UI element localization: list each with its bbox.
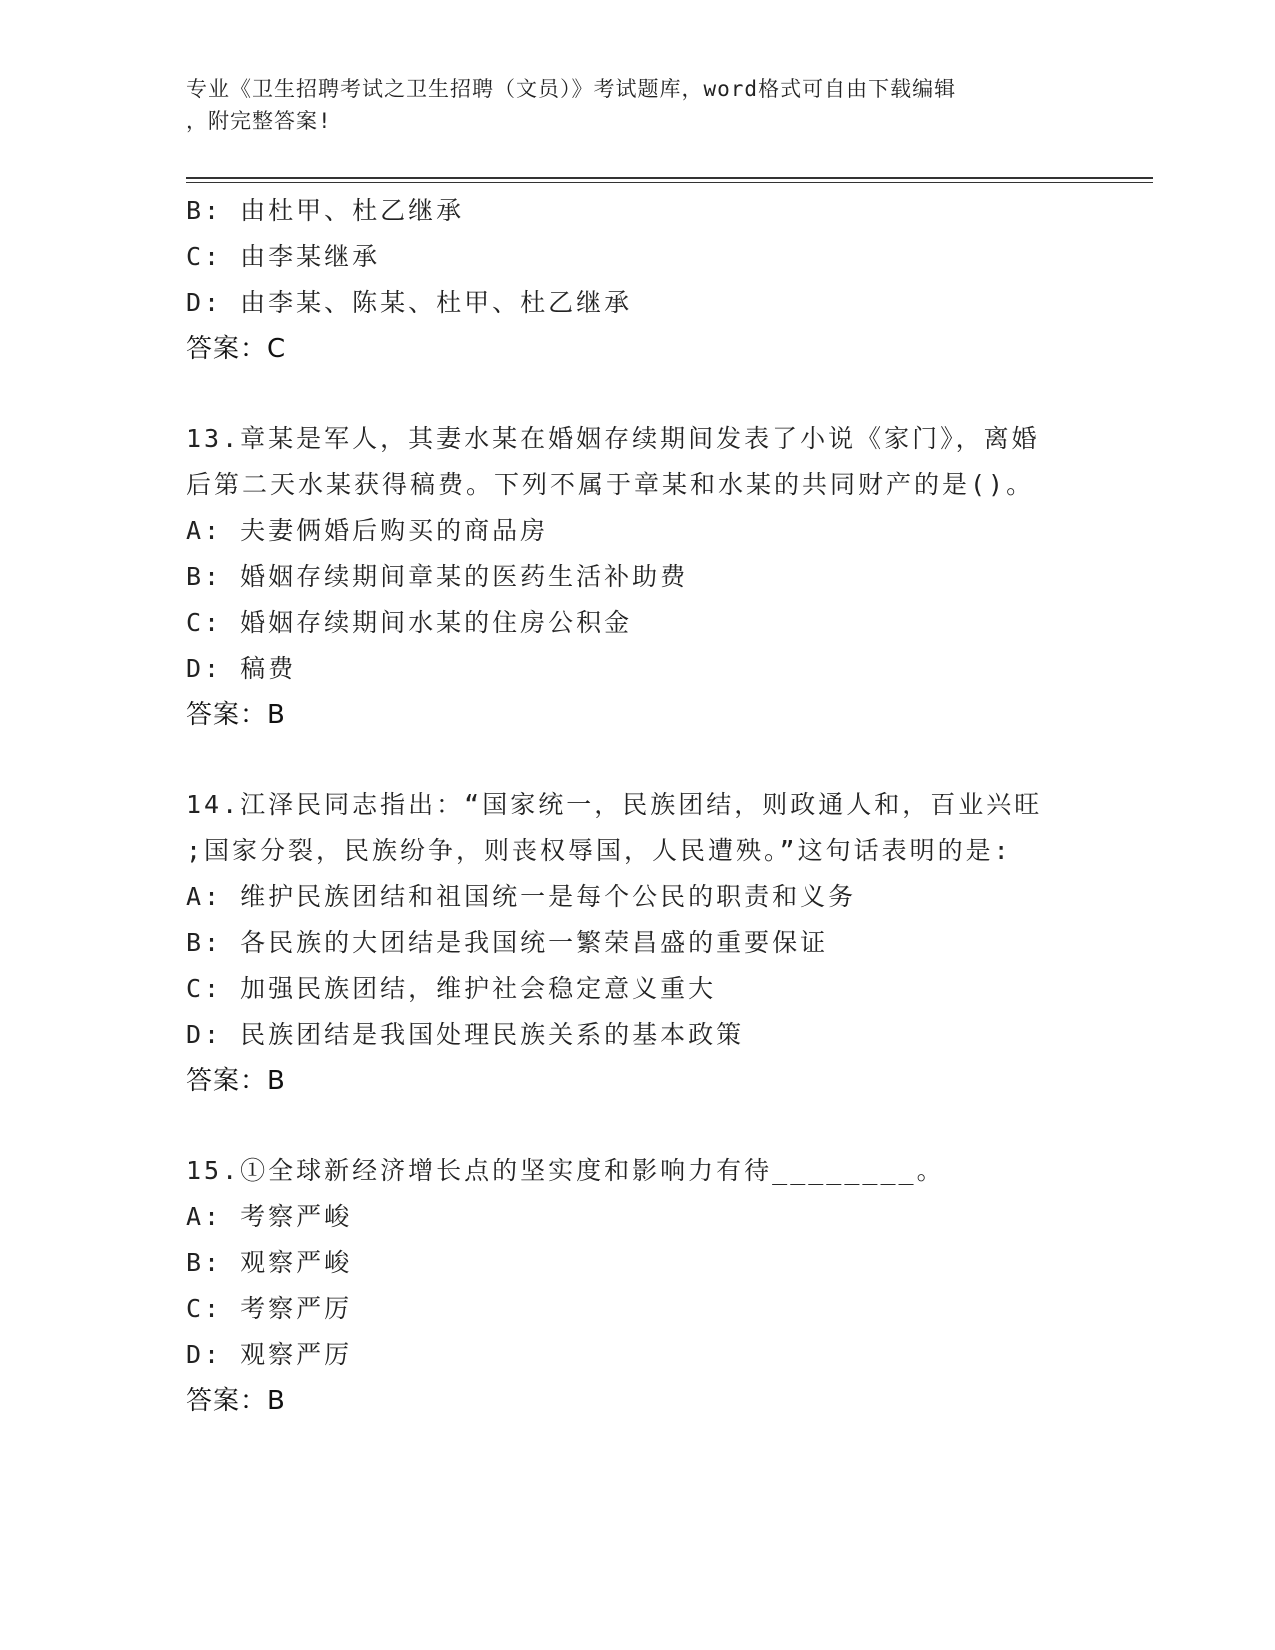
question-stem-line-1: 14.江泽民同志指出：“国家统一，民族团结，则政通人和，百业兴旺 <box>186 790 1043 819</box>
option-a: A: 维护民族团结和祖国统一是每个公民的职责和义务 <box>186 882 857 911</box>
option-d: D: 由李某、陈某、杜甲、杜乙继承 <box>186 288 633 317</box>
spacer <box>186 1104 1146 1148</box>
question-list <box>186 188 1146 1424</box>
option-b: B: 由杜甲、杜乙继承 <box>186 196 465 225</box>
page-header <box>186 73 1066 137</box>
question-13 <box>186 416 1146 738</box>
option-d: D: 观察严厉 <box>186 1340 353 1369</box>
question-stem-line-2: 后第二天水某获得稿费。下列不属于章某和水某的共同财产的是()。 <box>186 470 1035 499</box>
answer: 答案：B <box>186 1066 286 1096</box>
answer: 答案：C <box>186 334 287 364</box>
question-stem-line-1: 15.①全球新经济增长点的坚实度和影响力有待________。 <box>186 1156 945 1185</box>
question-14 <box>186 782 1146 1104</box>
header-line-2: ，附完整答案! <box>186 109 332 133</box>
question-stem-line-1: 13.章某是军人，其妻水某在婚姻存续期间发表了小说《家门》，离婚 <box>186 424 1040 453</box>
option-a: A: 夫妻俩婚后购买的商品房 <box>186 516 549 545</box>
question-12 <box>186 188 1146 372</box>
option-b: B: 各民族的大团结是我国统一繁荣昌盛的重要保证 <box>186 928 829 957</box>
spacer <box>186 738 1146 782</box>
option-d: D: 稿费 <box>186 654 297 683</box>
option-b: B: 观察严峻 <box>186 1248 353 1277</box>
header-divider-thin <box>186 182 1153 183</box>
header-divider-thick <box>186 177 1153 179</box>
spacer <box>186 372 1146 416</box>
answer: 答案：B <box>186 700 286 730</box>
header-line-1: 专业《卫生招聘考试之卫生招聘（文员）》考试题库，word格式可自由下载编辑 <box>186 77 957 101</box>
option-a: A: 考察严峻 <box>186 1202 353 1231</box>
option-c: C: 加强民族团结，维护社会稳定意义重大 <box>186 974 717 1003</box>
option-c: C: 婚姻存续期间水某的住房公积金 <box>186 608 633 637</box>
option-c: C: 考察严厉 <box>186 1294 353 1323</box>
option-d: D: 民族团结是我国处理民族关系的基本政策 <box>186 1020 745 1049</box>
option-c: C: 由李某继承 <box>186 242 381 271</box>
answer: 答案：B <box>186 1386 286 1416</box>
option-b: B: 婚姻存续期间章某的医药生活补助费 <box>186 562 689 591</box>
question-stem-line-2: ;国家分裂，民族纷争，则丧权辱国，人民遭殃。”这句话表明的是: <box>186 836 1012 865</box>
question-15 <box>186 1148 1146 1424</box>
